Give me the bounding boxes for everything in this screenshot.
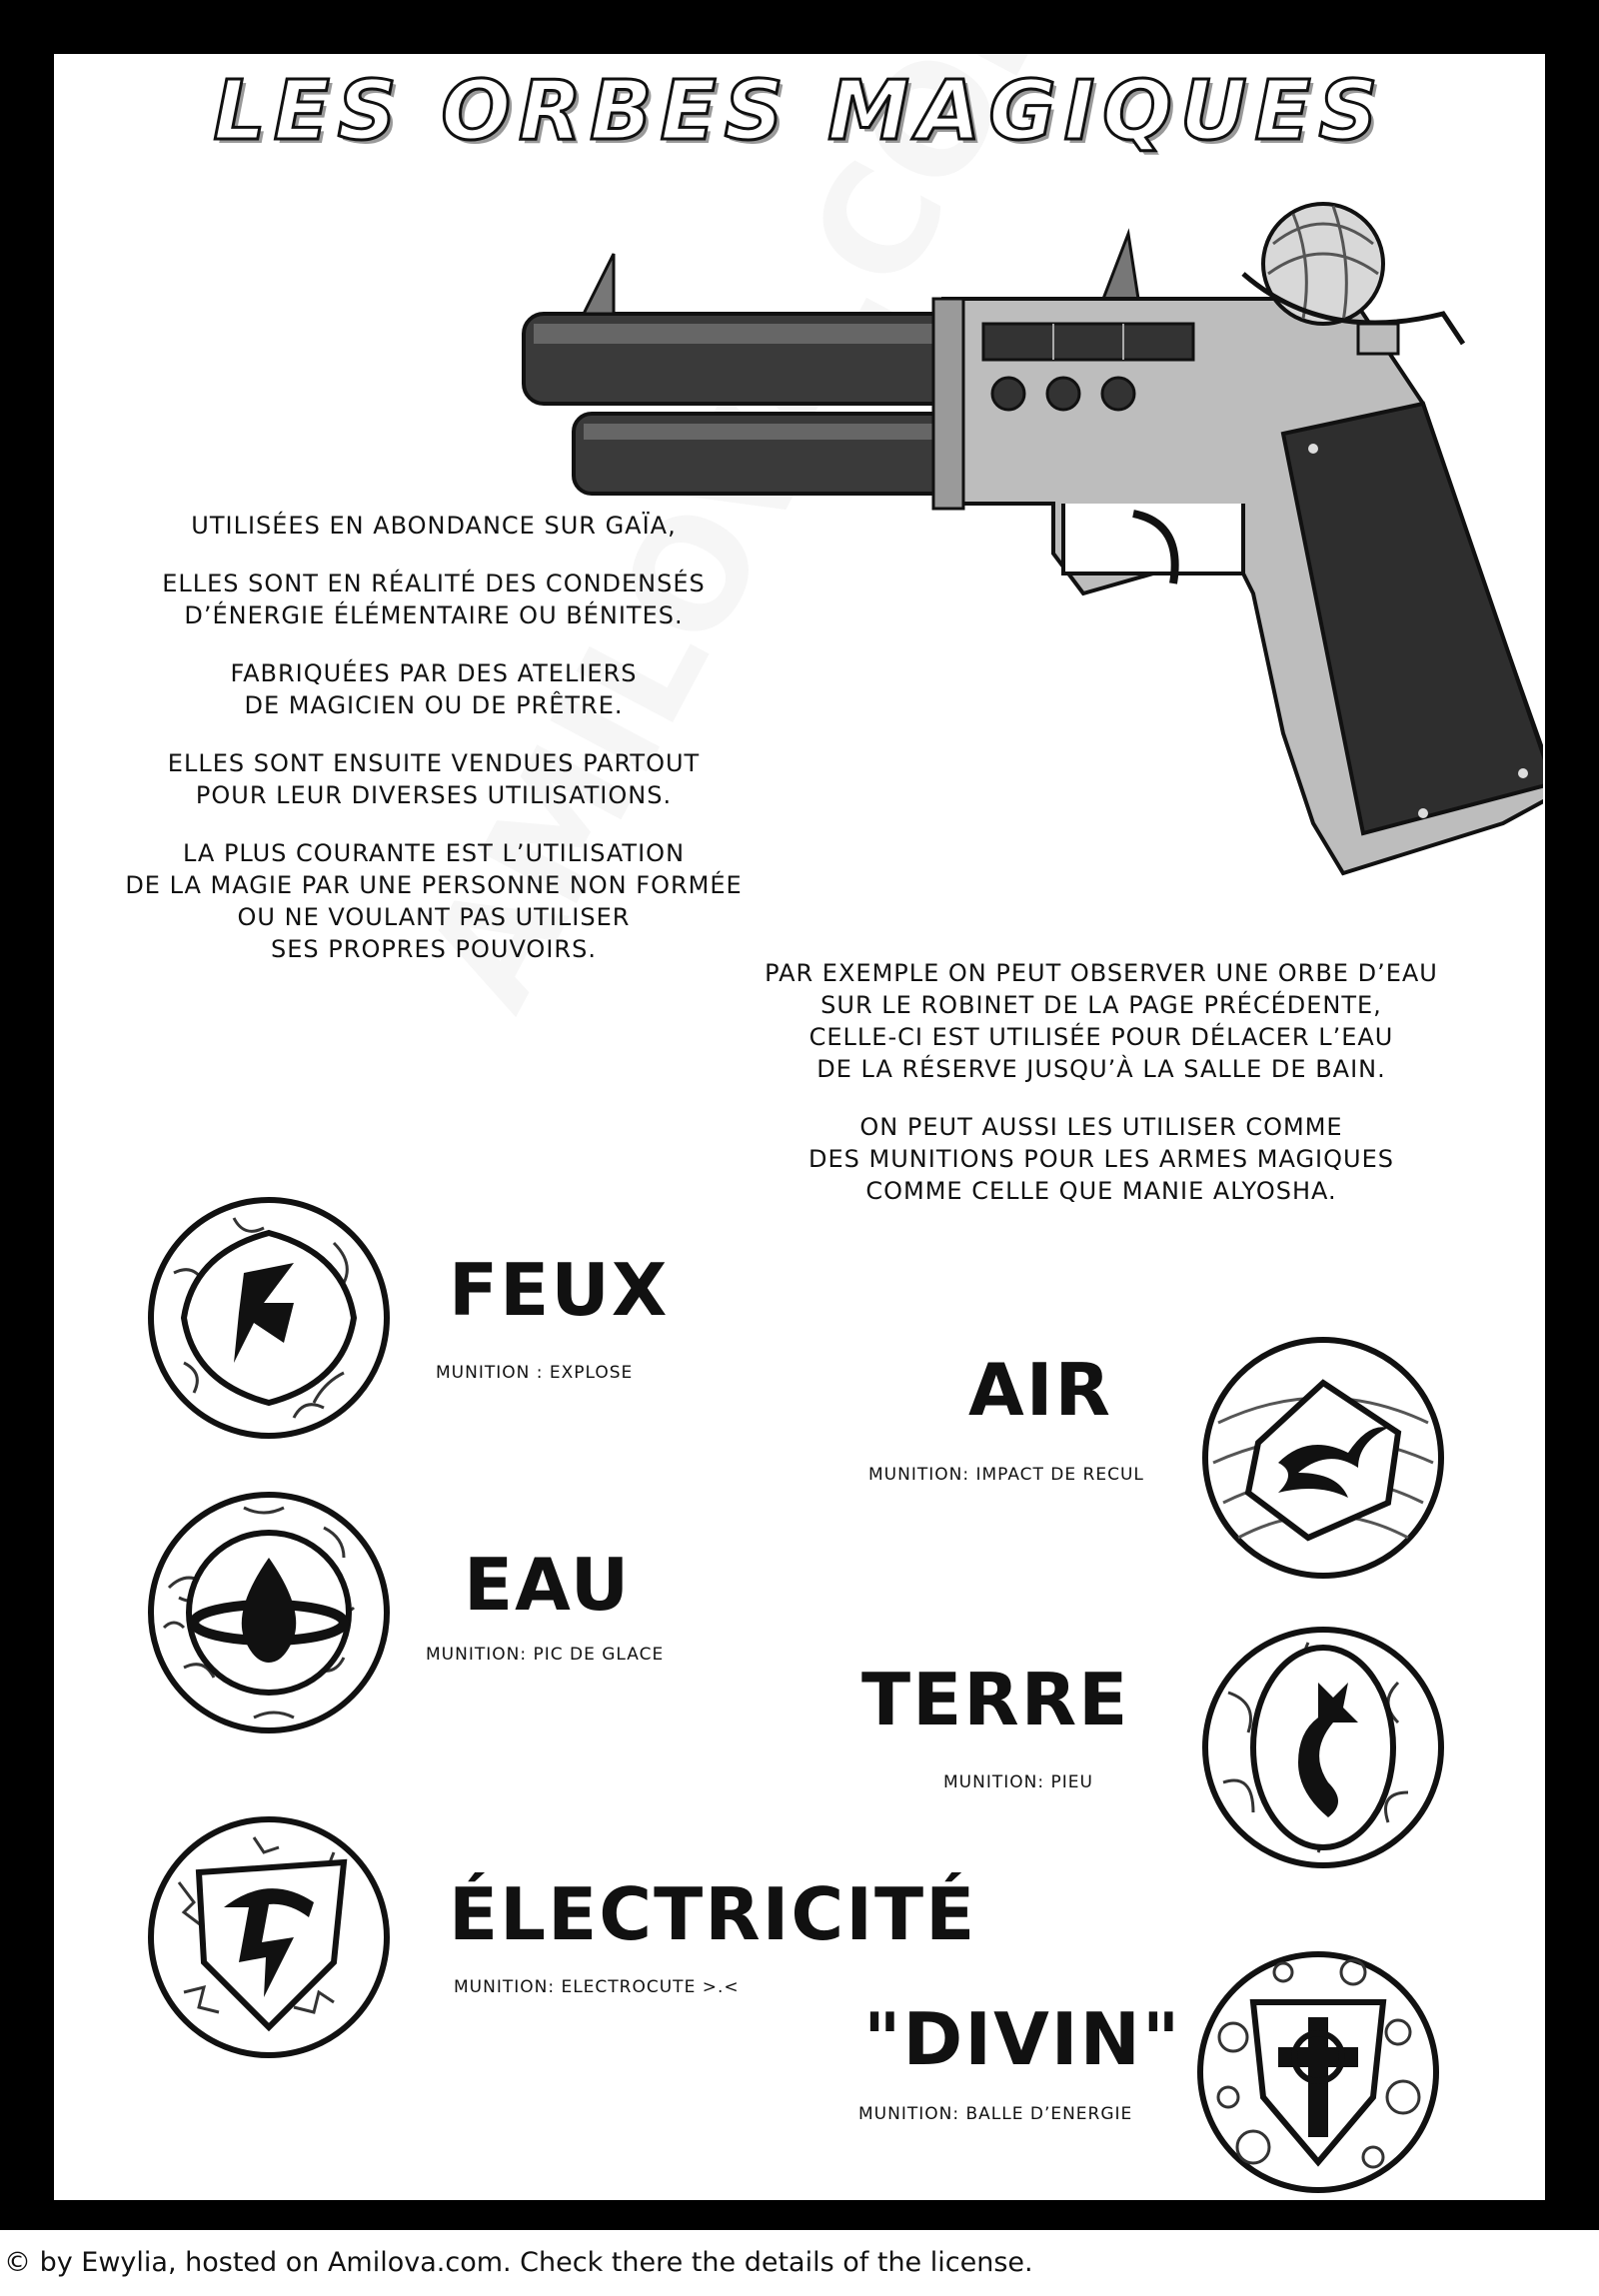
text-line: DES MUNITIONS POUR LES ARMES MAGIQUES xyxy=(808,1145,1394,1173)
orb-name-feux: FEUX xyxy=(449,1248,670,1332)
orb-munition-eau: MUNITION: PIC DE GLACE xyxy=(426,1645,665,1665)
fire-orb xyxy=(144,1193,394,1443)
text-line: UTILISÉES EN ABONDANCE SUR GAÏA, xyxy=(191,512,677,540)
comic-page xyxy=(54,54,1545,2200)
text-line: D’ÉNERGIE ÉLÉMENTAIRE OU BÉNITES. xyxy=(184,601,684,629)
example-paragraphs xyxy=(722,957,1481,1207)
text-line: OU NE VOULANT PAS UTILISER xyxy=(237,903,631,931)
license-footer: © by Ewylia, hosted on Amilova.com. Check there the details of the license. xyxy=(0,2230,1599,2296)
text-line: ELLES SONT ENSUITE VENDUES PARTOUT xyxy=(167,749,701,777)
air-orb xyxy=(1198,1333,1448,1583)
orb-name-divin: "DIVIN" xyxy=(863,1997,1182,2081)
text-line: CELLE-CI EST UTILISÉE POUR DÉLACER L’EAU xyxy=(808,1023,1394,1051)
text-line: ELLES SONT EN RÉALITÉ DES CONDENSÉS xyxy=(162,570,706,597)
text-line: COMME CELLE QUE MANIE ALYOSHA. xyxy=(865,1177,1337,1205)
text-line: FABRIQUÉES PAR DES ATELIERS xyxy=(230,659,638,687)
orb-name-electricite: ÉLECTRICITÉ xyxy=(449,1872,977,1956)
text-line: DE MAGICIEN OU DE PRÊTRE. xyxy=(244,691,624,719)
text-line: LA PLUS COURANTE EST L’UTILISATION xyxy=(182,839,686,867)
page-title: LES ORBES MAGIQUES xyxy=(213,64,1386,159)
text-line: PAR EXEMPLE ON PEUT OBSERVER UNE ORBE D’EAU xyxy=(765,959,1438,987)
text-line: POUR LEUR DIVERSES UTILISATIONS. xyxy=(195,781,673,809)
orb-munition-feux: MUNITION : EXPLOSE xyxy=(436,1363,634,1383)
divine-orb xyxy=(1193,1947,1443,2197)
orb-munition-electricite: MUNITION: ELECTROCUTE >.< xyxy=(454,1977,740,1997)
orb-munition-divin: MUNITION: BALLE D’ENERGIE xyxy=(858,2104,1133,2124)
orb-munition-air: MUNITION: IMPACT DE RECUL xyxy=(868,1465,1144,1485)
text-line: ON PEUT AUSSI LES UTILISER COMME xyxy=(859,1113,1343,1141)
orb-name-eau: EAU xyxy=(464,1543,632,1627)
earth-orb xyxy=(1198,1623,1448,1872)
electricity-orb xyxy=(144,1812,394,2062)
text-line: DE LA RÉSERVE JUSQU’À LA SALLE DE BAIN. xyxy=(816,1055,1386,1083)
water-orb xyxy=(144,1488,394,1737)
intro-paragraphs xyxy=(84,510,784,965)
orb-munition-terre: MUNITION: PIEU xyxy=(943,1772,1093,1792)
orb-name-terre: TERRE xyxy=(861,1658,1130,1741)
text-line: DE LA MAGIE PAR UNE PERSONNE NON FORMÉE xyxy=(125,871,743,899)
text-line: SUR LE ROBINET DE LA PAGE PRÉCÉDENTE, xyxy=(820,991,1382,1019)
text-line: SES PROPRES POUVOIRS. xyxy=(271,935,597,963)
orb-name-air: AIR xyxy=(968,1348,1112,1432)
